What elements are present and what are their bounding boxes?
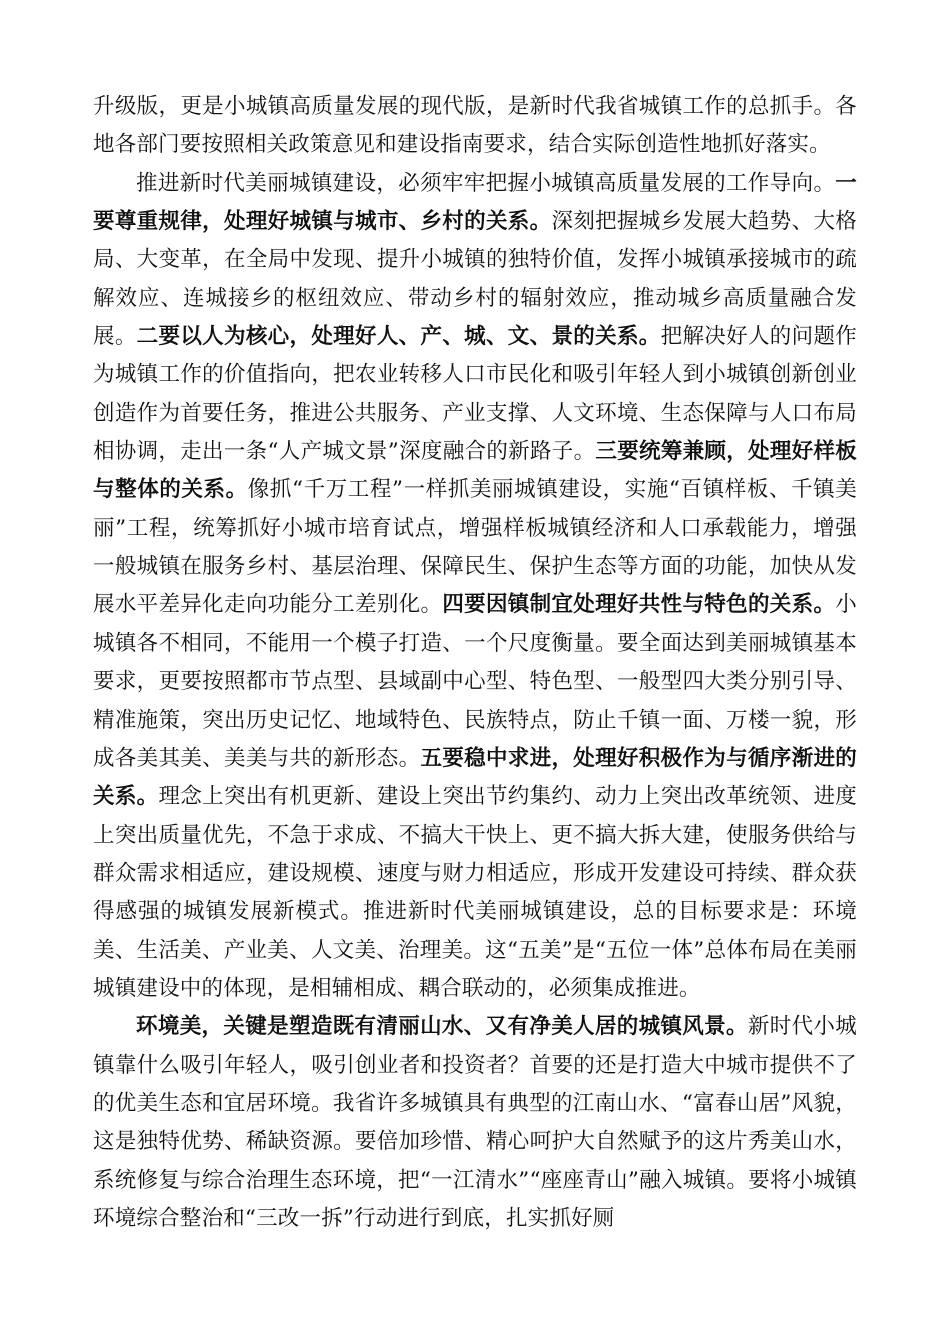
bold-heading-run: 二要以人为核心，处理好人、产、城、文、景的关系。 — [136, 324, 661, 350]
text-run: 把解决好人的问题作为城镇工作的价值指向，把农业转移人口市民化和吸引年轻人到小城镇创新创业创造作为首要任务，推进公共服务、产业支撑、人文环境、生态保障与人口布局相协调，走出一条“人产城文景”深度融合的新路子。 — [93, 324, 857, 465]
text-run: 像抓“千万工程”一样抓美丽城镇建设，实施“百镇样板、千镇美丽”工程，统筹抓好小城市培育试点，增强样板城镇经济和人口承载能力，增强一般城镇在服务乡村、基层治理、保障民生、保护生态等方面的功能，加快从发展水平差异化走向功能分工差别化。 — [93, 477, 857, 618]
bold-heading-run: 五要稳中求进，处理好积极作为与循序渐进的关系。 — [93, 745, 857, 810]
paragraph-2 — [93, 165, 857, 1009]
document-page — [93, 88, 857, 1238]
paragraph-1 — [93, 88, 857, 165]
text-run: 升级版，更是小城镇高质量发展的现代版，是新时代我省城镇工作的总抓手。各地各部门要按照相关政策意见和建设指南要求，结合实际创造性地抓好落实。 — [93, 94, 857, 158]
bold-heading-run: 环境美，关键是塑造既有清丽山水、又有净美人居的城镇风景。 — [136, 1014, 748, 1040]
bold-heading-run: 四要因镇制宜处理好共性与特色的关系。 — [442, 592, 836, 618]
text-run: 新时代小城镇靠什么吸引年轻人，吸引创业者和投资者？首要的还是打造大中城市提供不了的优美生态和宜居环境。我省许多城镇具有典型的江南山水、“富春山居”风貌，这是独特优势、稀缺资源。要倍加珍惜、精心呵护大自然赋予的这片秀美山水，系统修复与综合治理生态环境，把“一江清水”“座座青山”融入城镇。要将小城镇环境综合整治和“三改一拆”行动进行到底，扎实抓好厕 — [93, 1014, 857, 1231]
text-run: 小城镇各不相同，不能用一个模子打造、一个尺度衡量。要全面达到美丽城镇基本要求，更要按照都市节点型、县域副中心型、特色型、一般型四大类分别引导、精准施策，突出历史记忆、地域特色、民族特点，防止千镇一面、万楼一貌，形成各美其美、美美与共的新形态。 — [93, 592, 857, 771]
text-run: 深刻把握城乡发展大趋势、大格局、大变革，在全局中发现、提升小城镇的独特价值，发挥小城镇承接城市的疏解效应、连城接乡的枢纽效应、带动乡村的辐射效应，推动城乡高质量融合发展。 — [93, 209, 858, 350]
paragraph-3 — [93, 1008, 857, 1238]
bold-heading-run: 三要统筹兼顾，处理好样板与整体的关系。 — [93, 439, 857, 503]
text-run: 理念上突出有机更新、建设上突出节约集约、动力上突出改革统领、进度上突出质量优先，不急于求成、不搞大干快上、更不搞大拆大建，使服务供给与群众需求相适应，建设规模、速度与财力相适应，形成开发建设可持续、群众获得感强的城镇发展新模式。推进新时代美丽城镇建设，总的目标要求是：环境美、生活美、产业美、人文美、治理美。这“五美”是“五位一体”总体布局在美丽城镇建设中的体现，是相辅相成、耦合联动的，必须集成推进。 — [93, 784, 857, 1001]
text-run: 推进新时代美丽城镇建设，必须牢牢把握小城镇高质量发展的工作导向。 — [136, 170, 836, 196]
bold-heading-run: 一要尊重规律，处理好城镇与城市、乡村的关系。 — [93, 170, 857, 235]
